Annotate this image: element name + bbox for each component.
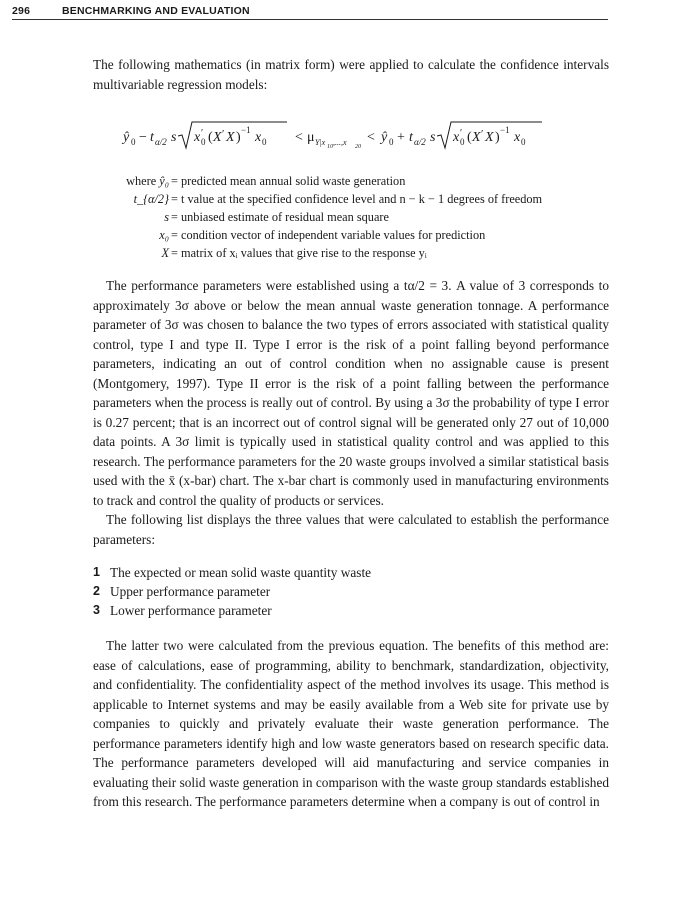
page-number: 296 (12, 5, 31, 17)
intro-paragraph: The following mathematics (in matrix form) were applied to calculate the confidence intervals multivariable regression models: (93, 57, 609, 92)
svg-text:0: 0 (521, 137, 526, 147)
svg-text:′: ′ (201, 128, 204, 139)
list-item (93, 601, 609, 620)
svg-text:s: s (430, 130, 436, 145)
definition-text: = matrix of xᵢ values that give rise to the response yᵢ (171, 246, 427, 260)
svg-text:20: 20 (355, 144, 361, 150)
definition-text: = condition vector of independent variable values for prediction (171, 228, 486, 242)
svg-text:α/2: α/2 (414, 137, 426, 147)
definition-symbol: s (164, 210, 169, 224)
svg-text:x: x (514, 130, 521, 145)
list-number: 1 (93, 565, 100, 579)
svg-text:(: ( (208, 130, 213, 145)
svg-text:−: − (139, 130, 147, 145)
svg-text:μ: μ (307, 130, 315, 145)
definition-symbol: where ŷ₀ (126, 174, 169, 188)
equation-middle-term (295, 130, 375, 150)
svg-text:(: ( (467, 130, 472, 145)
definition-row (93, 226, 609, 244)
svg-text:′: ′ (460, 128, 463, 139)
svg-text:0: 0 (262, 137, 267, 147)
equation-right-term (379, 122, 542, 148)
svg-text:x: x (255, 130, 262, 145)
equation-graphic (93, 106, 609, 166)
list-item (93, 563, 609, 582)
list-text: The expected or mean solid waste quantity waste (110, 565, 372, 580)
body-paragraph-performance-parameters: The performance parameters were established using a tα/2 = 3. A value of 3 corresponds to approximately 3σ above or below the mean annual waste generation tonnage. A performance parameter of 3σ was chosen to balance the two types of errors associated with statistical quality control, type I and type II. Type I error is the risk of a point falling beyond performance parameters, indicating an out of control condition when no assignable cause is present (Montgomery, 1997). Type II error is the risk of a point falling between the performance parameters when the process is really out of control. By using a 3σ the probability of type I error is 0.27 percent; that is an incorrect out of control signal will be generated only 27 out of 10,000 data points. A 3σ limit is typically used in statistical quality control and was applied to this research. The performance parameters for the 20 waste groups involved a similar statistical basis used with the x̄ (x-bar) chart. The x-bar chart is commonly used in manufacturing environments to track and control the quality of products or services. (93, 278, 609, 508)
definition-row (93, 208, 609, 226)
numbered-list (93, 563, 609, 620)
svg-text:0: 0 (131, 137, 136, 147)
svg-text:′: ′ (481, 128, 484, 140)
svg-text:x: x (453, 130, 460, 145)
svg-text:ŷ: ŷ (123, 130, 130, 145)
svg-text:Y|x: Y|x (315, 138, 326, 147)
svg-text:ŷ: ŷ (381, 130, 388, 145)
definition-row (93, 172, 609, 190)
definition-row (93, 190, 609, 208)
svg-text:α/2: α/2 (155, 137, 167, 147)
svg-text:−1: −1 (241, 125, 251, 135)
confidence-interval-equation (93, 106, 609, 166)
list-text: Upper performance parameter (110, 584, 271, 599)
list-item (93, 582, 609, 601)
svg-text:x: x (194, 130, 201, 145)
svg-text:X: X (213, 130, 222, 145)
svg-text:,...,x: ,...,x (333, 138, 347, 147)
running-title: BENCHMARKING AND EVALUATION (62, 5, 250, 17)
svg-text:X: X (226, 130, 235, 145)
svg-text:t: t (409, 130, 413, 145)
definition-text: = predicted mean annual solid waste generation (171, 174, 406, 188)
svg-text:X: X (485, 130, 494, 145)
list-number: 2 (93, 584, 100, 598)
svg-text:0: 0 (460, 137, 465, 147)
svg-text:0: 0 (389, 137, 394, 147)
definition-symbol: x₀ (159, 228, 169, 242)
svg-text:s: s (171, 130, 177, 145)
svg-text:t: t (150, 130, 154, 145)
body-paragraph-benefits: The latter two were calculated from the previous equation. The benefits of this method are: ease of calculations, ease of programming, ability to benchmark, standardization, objectivity, and confidentiality. The confidentiality aspect of the method involves its usage. This method is applicable to Internet systems and may be easily available from a Web site for private use by companies to quickly and privately evaluate their waste generation performance. The performance parameters identify high and low waste generators based on research specific data. The performance parameters developed will aid manufacturing and service companies in evaluating their solid waste generation in comparison with the waste group standards established from this research. The performance parameters determine when a company is out of control in (93, 638, 609, 809)
definition-row (93, 244, 609, 262)
svg-text:10: 10 (327, 144, 333, 150)
definition-symbol: t_{α/2} (133, 192, 169, 206)
symbol-definitions (93, 172, 609, 262)
svg-text:′: ′ (222, 128, 225, 140)
definition-text: = t value at the specified confidence level and n − k − 1 degrees of freedom (171, 192, 543, 206)
list-text: Lower performance parameter (110, 603, 272, 618)
definition-text: = unbiased estimate of residual mean square (171, 210, 389, 224)
page-body (93, 55, 609, 812)
body-paragraph-list-intro: The following list displays the three values that were calculated to establish the performance parameters: (93, 512, 609, 547)
running-head (12, 5, 608, 20)
svg-text:−1: −1 (500, 125, 510, 135)
svg-text:): ) (495, 130, 500, 145)
equation-left-term (121, 122, 287, 148)
definition-symbol: X (161, 246, 169, 260)
svg-text:): ) (236, 130, 241, 145)
svg-text:<: < (295, 130, 303, 145)
svg-text:0: 0 (201, 137, 206, 147)
svg-text:X: X (472, 130, 481, 145)
svg-text:<: < (367, 130, 375, 145)
svg-text:+: + (397, 130, 405, 145)
list-number: 3 (93, 603, 100, 617)
